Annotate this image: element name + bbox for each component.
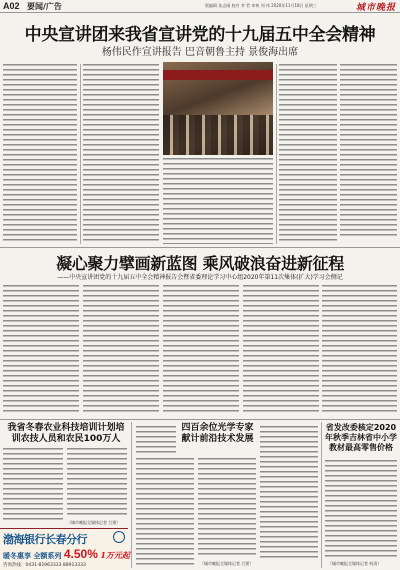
ad-slogan	[3, 547, 130, 561]
second-column-4	[243, 285, 319, 415]
photo-banner	[163, 70, 273, 80]
second-subheadline: ——中央宣讲团党的十九届五中全会精神报告会暨省委理论学习中心组2020年第11次集体(扩大)学习会侧记	[57, 274, 343, 281]
second-column-5	[322, 285, 397, 415]
bank-advertisement[interactable]	[0, 528, 128, 570]
textbook-story-column	[325, 460, 397, 558]
page-number: A02	[3, 1, 20, 11]
story-title-textbook-prices: 省发改委核定2020年秋季吉林省中小学教材最高零售价格	[325, 423, 397, 452]
lead-column-2	[83, 64, 159, 244]
section-divider	[0, 419, 400, 420]
column-divider	[131, 422, 132, 568]
agri-story-byline: （城市晚报全媒体记者 吕建）	[67, 520, 121, 525]
optics-story-column-1	[136, 458, 194, 566]
ad-hotline: 咨询热线：0431-81963333 88913333	[3, 563, 86, 568]
story-title-agri-training: 我省冬春农业科技培训计划培训农技人员和农民100万人	[7, 423, 125, 444]
column-divider	[276, 64, 277, 244]
ad-rate-unit: 1万元起	[100, 550, 130, 560]
lead-column-3b	[163, 158, 273, 244]
column-divider	[321, 422, 322, 568]
ad-slogan-prefix: 暖冬惠享 全额系列	[3, 552, 62, 560]
second-headline: 凝心聚力擘画新蓝图 乘风破浪奋进新征程	[56, 254, 344, 273]
lead-subheadline: 杨伟民作宣讲报告 巴音朝鲁主持 景俊海出席	[101, 47, 299, 58]
editor-credits: 版编辑 张志刚 校对 李 哲 审核 刘 伟 2020年11月18日 星期三	[205, 3, 317, 8]
meeting-photo	[163, 62, 273, 155]
section-label: 要闻/广告	[27, 2, 62, 11]
agri-story-column-1	[3, 448, 63, 522]
agri-story-column-2	[67, 448, 127, 518]
optics-story-column-3	[260, 426, 318, 558]
lead-headline: 中央宣讲团来我省宣讲党的十九届五中全会精神	[24, 25, 376, 45]
newspaper-logo: 城市晚报	[355, 3, 396, 13]
lead-column-4	[279, 64, 337, 244]
optics-story-column-2	[198, 458, 256, 558]
second-column-3	[163, 285, 239, 415]
photo-audience	[163, 115, 273, 155]
lead-column-5	[340, 64, 397, 236]
lead-column-1	[3, 64, 77, 244]
ad-rate: 4.50%	[63, 547, 98, 561]
column-divider	[80, 64, 81, 244]
bank-logo-icon	[113, 531, 125, 543]
second-column-1	[3, 285, 79, 415]
optics-story-byline: （城市晚报全媒体记者 吕建）	[200, 561, 254, 566]
optics-story-intro	[136, 426, 176, 456]
masthead	[0, 0, 400, 13]
second-column-2	[83, 285, 159, 415]
ad-bank-name: 渤海银行长春分行	[3, 533, 87, 546]
textbook-story-byline: （城市晚报全媒体记者 何清）	[328, 561, 382, 566]
section-divider	[0, 247, 400, 248]
story-title-optics-experts: 四百余位光学专家献计前沿技术发展	[181, 423, 254, 444]
